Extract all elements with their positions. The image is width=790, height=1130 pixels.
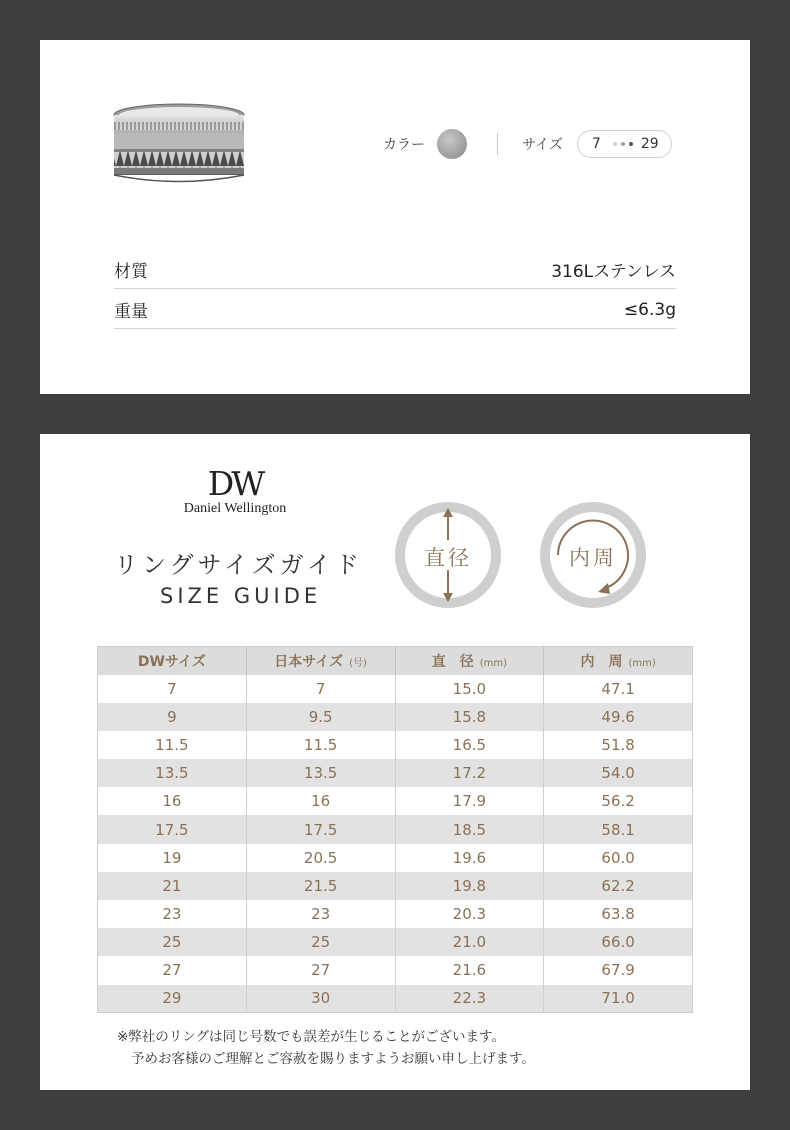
dot-3	[629, 142, 633, 146]
table-cell: 19.8	[395, 872, 544, 900]
table-cell: 54.0	[544, 759, 693, 787]
table-row	[98, 787, 693, 815]
table-cell: 25	[246, 928, 395, 956]
table-cell: 60.0	[544, 844, 693, 872]
header-unit: (号)	[349, 657, 367, 669]
table-row	[98, 703, 693, 731]
header-dw-size: DWサイズ	[98, 647, 247, 675]
table-cell: 66.0	[544, 928, 693, 956]
table-cell: 56.2	[544, 787, 693, 815]
table-cell: 21.6	[395, 956, 544, 984]
table-row	[98, 872, 693, 900]
table-cell: 11.5	[246, 731, 395, 759]
table-cell: 16	[162, 792, 182, 811]
table-cell: 17.9	[395, 787, 544, 815]
size-guide-card	[40, 434, 750, 1090]
size-guide-title-jp: リングサイズガイド	[114, 551, 363, 579]
size-range-selector[interactable]	[577, 130, 672, 158]
table-cell: 20.3	[395, 900, 544, 928]
table-cell: 22.3	[395, 985, 544, 1013]
table-cell: 7	[246, 675, 395, 703]
table-cell: 19	[162, 848, 182, 867]
size-label: サイズ	[522, 137, 563, 153]
table-cell: 15.8	[395, 703, 544, 731]
product-options	[383, 129, 672, 159]
size-table	[97, 646, 693, 1013]
table-header-row	[98, 647, 693, 675]
size-disclaimer	[117, 1026, 717, 1070]
dot-1	[613, 142, 617, 146]
table-cell: 17.2	[395, 759, 544, 787]
header-unit: (mm)	[479, 657, 508, 669]
table-cell: 71.0	[544, 985, 693, 1013]
table-cell: 67.9	[544, 956, 693, 984]
table-cell: 19.6	[395, 844, 544, 872]
diameter-icon	[393, 500, 503, 610]
size-guide-title-en: SIZE GUIDE	[160, 584, 322, 608]
table-cell: 9	[98, 703, 247, 731]
table-cell: 62.2	[544, 872, 693, 900]
table-cell: 58.1	[544, 815, 693, 843]
table-cell: 16	[246, 787, 395, 815]
size-max: 29	[640, 136, 659, 152]
table-cell: 29	[98, 985, 247, 1013]
table-cell: 63.8	[544, 900, 693, 928]
table-row	[98, 759, 693, 787]
dot-2	[621, 142, 625, 146]
note-line-1: ※弊社のリングは同じ号数でも誤差が生じることがございます。	[117, 1029, 505, 1045]
table-row	[98, 985, 693, 1013]
spec-row-material	[114, 249, 676, 289]
table-row	[98, 731, 693, 759]
brand-logo-mark: DW	[207, 464, 263, 503]
table-cell: 17.5	[246, 815, 395, 843]
spec-row-weight	[114, 289, 676, 329]
header-jp-size: 日本サイズ (号)	[246, 647, 395, 675]
table-cell: 49.6	[544, 703, 693, 731]
table-cell: 27	[246, 956, 395, 984]
table-row	[98, 815, 693, 843]
table-cell: 21.0	[395, 928, 544, 956]
spec-value: ≤6.3g	[623, 299, 676, 320]
table-cell: 21.5	[246, 872, 395, 900]
color-swatch-silver[interactable]	[437, 129, 467, 159]
circumference-icon	[538, 500, 648, 610]
table-cell: 20.5	[246, 844, 395, 872]
table-cell: 13.5	[246, 759, 395, 787]
ellipsis-icon	[613, 142, 633, 146]
table-row	[98, 928, 693, 956]
table-cell: 27	[162, 961, 182, 980]
table-row	[98, 844, 693, 872]
table-cell: 7	[167, 679, 177, 698]
table-row	[98, 675, 693, 703]
table-cell: 23	[246, 900, 395, 928]
table-cell: 18.5	[395, 815, 544, 843]
spec-value: 316Lステンレス	[551, 262, 676, 282]
table-cell: 11.5	[155, 735, 189, 754]
diameter-label: 直径	[424, 546, 472, 570]
table-row	[98, 900, 693, 928]
table-cell: 23	[162, 905, 182, 924]
options-divider	[497, 133, 498, 155]
table-cell: 51.8	[544, 731, 693, 759]
circumference-label: 内周	[569, 546, 617, 570]
table-cell: 15.0	[395, 675, 544, 703]
header-diameter: 直 径 (mm)	[395, 647, 544, 675]
brand-name: Daniel Wellington	[183, 501, 287, 516]
table-cell: 16.5	[395, 731, 544, 759]
table-cell: 17.5	[98, 815, 247, 843]
table-cell: 13.5	[98, 759, 247, 787]
table-cell: 9.5	[246, 703, 395, 731]
table-cell: 25	[98, 928, 247, 956]
table-row	[98, 956, 693, 984]
size-min: 7	[591, 136, 601, 152]
ring-product-image	[112, 102, 246, 184]
table-cell: 30	[246, 985, 395, 1013]
header-circumference: 内 周 (mm)	[544, 647, 693, 675]
table-cell: 47.1	[544, 675, 693, 703]
spec-label: 材質	[114, 262, 148, 282]
table-cell: 21	[98, 872, 247, 900]
product-card	[40, 40, 750, 394]
table-body	[98, 675, 693, 1013]
spec-label: 重量	[114, 302, 148, 322]
color-label: カラー	[383, 137, 425, 153]
note-line-2: 予めお客様のご理解とご容赦を賜りますようお願い申し上げます。	[131, 1051, 535, 1067]
header-unit: (mm)	[628, 657, 656, 669]
